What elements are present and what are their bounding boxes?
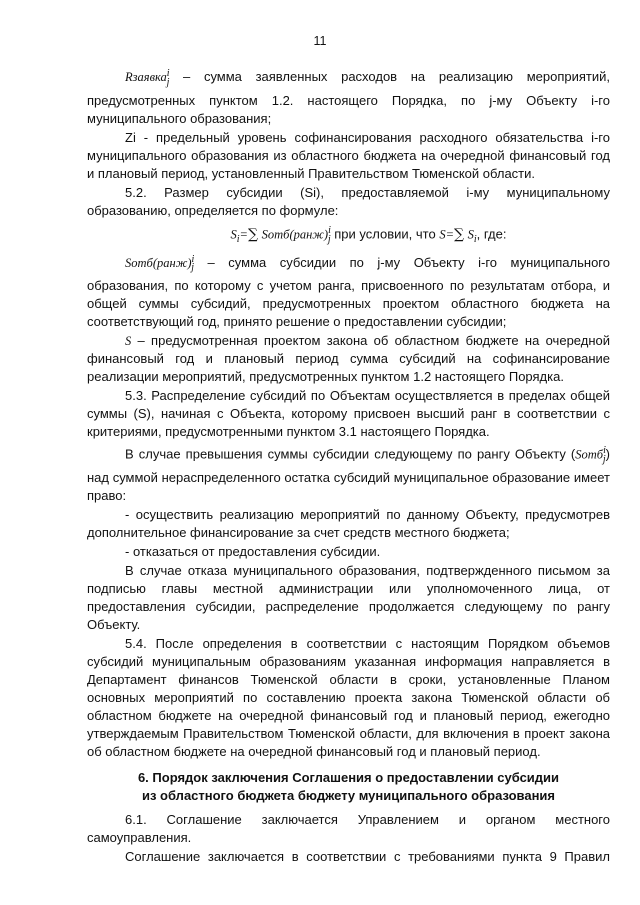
formula-symbol: Sотб(ранж)$^i_j$: [125, 253, 195, 274]
sum-sign: ∑: [454, 225, 464, 242]
paragraph-sotb-definition: Sотб(ранж)$^i_j$ – сумма субсидии по j-му Объекту i-го муниципального образования, по которому с учетом ранга, присвоенного по результатам отбора, и общей суммы субсидий, предусмотренных проектом областного бюджета на соответствующий год, принято решение о предоставлении субсидии;: [87, 253, 610, 330]
paragraph-agreement-rules: Соглашение заключается в соответствии с требованиями пункта 9 Правил: [125, 849, 610, 865]
heading-line: 6. Порядок заключения Соглашения о предоставлении субсидии: [137, 770, 560, 786]
section-6-heading: [87, 769, 610, 805]
paragraph-s-definition: S – предусмотренная проектом закона об областном бюджете на очередной финансовый год и плановый период сумма субсидий на софинансирование реализации мероприятий, предусмотренных пунктом 1.2 настоящего Порядка.: [87, 333, 610, 385]
formula-symbol: Rзаявка$^i_j$: [125, 68, 170, 88]
paragraph-5-2: 5.2. Размер субсидии (Si), предоставляемой i-му муниципальному образованию, определяется по формуле:: [87, 184, 610, 218]
paragraph-rzayavka-definition: Rзаявка$^i_j$ – сумма заявленных расходов на реализацию мероприятий, предусмотренных пунктом 1.2. настоящего Порядка, по j-му Объекту i-го муниципального образования;: [87, 68, 610, 126]
document-body: [87, 65, 610, 866]
heading-line: из областного бюджета бюджету муниципального образования: [141, 788, 556, 804]
paragraph-5-3: 5.3. Распределение субсидий по Объектам осуществляется в пределах общей суммы (S), начиная с Объекта, которому присвоен высший ранг в соответствии с критериями, предусмотренными пунктом 3.1 настоящего Порядка.: [87, 388, 610, 440]
paragraph-excess-case: В случае превышения суммы субсидии следующему по рангу Объекту (Sотб$^i_j$) над суммой нераспределенного остатка субсидий муниципальное образование имеет право:: [87, 445, 610, 504]
list-item-refuse: - отказаться от предоставления субсидии.: [125, 544, 381, 560]
paragraph-5-4: 5.4. После определения в соответствии с настоящим Порядком объемов субсидий муниципальным образованиям указанная информация направляется в Департамент финансов Тюменской области в сроки, установленные Планом основных мероприятий по составлению проекта закона Тюменской области об областном бюджете на очередной финансовый год и плановый период, ежегодно утверждаемым Правительством Тюменской области, для включения в проект закона об областном бюджете на очередной финансовый год и плановый период.: [87, 636, 610, 760]
page-number: 11: [313, 34, 327, 48]
paragraph-zi-definition: Zi - предельный уровень софинансирования расходного обязательства i-го муниципального образования из областного бюджета на очередной финансовый год и плановый период, установленный Правительством Тюменской области.: [87, 129, 610, 181]
list-item-implement: - осуществить реализацию мероприятий по данному Объекту, предусмотрев дополнительное финансирование за счет средств местного бюджета;: [87, 507, 610, 541]
sum-sign: ∑: [247, 225, 258, 242]
paragraph-6-1: 6.1. Соглашение заключается Управлением и органом местного самоуправления.: [87, 812, 610, 846]
paragraph-refusal-case: В случае отказа муниципального образования, подтвержденного письмом за подписью главы местной администрации или уполномоченного лица, от предоставления субсидии, распределение продолжается следующему по рангу Объекту.: [87, 563, 610, 633]
formula-subsidy-size: $S_i=\sum$ Sотб(ранж)$^i_j$ при условии, что S=∑ $S_i$, где:: [230, 224, 507, 245]
